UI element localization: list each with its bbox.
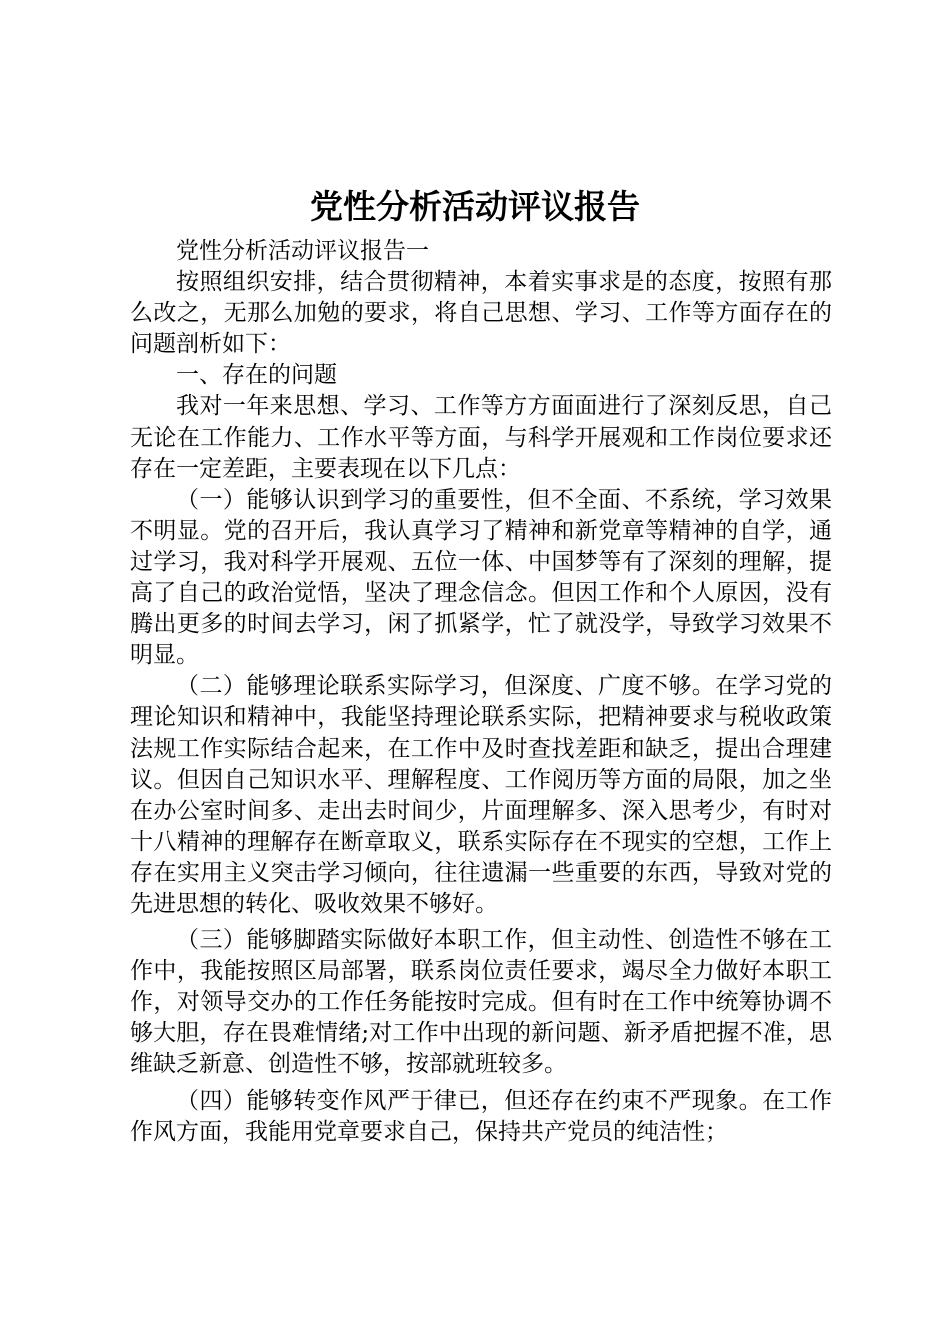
document-body: [130, 236, 832, 1148]
paragraph-point-2: （二）能够理论联系实际学习，但深度、广度不够。在学习党的理论知识和精神中，我能坚持理论联系实际，把精神要求与税收政策法规工作实际结合起来，在工作中及时查找差距和缺乏，提出合理建议。但因自己知识水平、理解程度、工作阅历等方面的局限，加之坐在办公室时间多、走出去时间少，片面理解多、深入思考少，有时对十八精神的理解存在断章取义，联系实际存在不现实的空想，工作上存在实用主义突击学习倾向，往往遗漏一些重要的东西，导致对党的先进思想的转化、吸收效果不够好。: [130, 673, 832, 917]
paragraph-subtitle: 党性分析活动评议报告一: [176, 238, 429, 264]
paragraph-intro: 按照组织安排，结合贯彻精神，本着实事求是的态度，按照有那么改之，无那么加勉的要求，将自己思想、学习、工作等方面存在的问题剖析如下：: [130, 269, 832, 358]
section-heading-problems: 一、存在的问题: [176, 362, 337, 389]
document-title: 党性分析活动评议报告: [310, 187, 640, 226]
paragraph-point-1: （一）能够认识到学习的重要性，但不全面、不系统，学习效果不明显。党的召开后，我认真学习了精神和新党章等精神的自学，通过学习，我对科学开展观、五位一体、中国梦等有了深刻的理解，提高了自己的政治觉悟，坚决了理念信念。但因工作和个人原因，没有腾出更多的时间去学习，闲了抓紧学，忙了就没学，导致学习效果不明显。: [130, 486, 832, 669]
paragraph-point-4: （四）能够转变作风严于律已，但还存在约束不严现象。在工作作风方面，我能用党章要求自己，保持共产党员的纯洁性；: [130, 1087, 832, 1145]
paragraph-point-3: （三）能够脚踏实际做好本职工作，但主动性、创造性不够在工作中，我能按照区局部署，联系岗位责任要求，竭尽全力做好本职工作，对领导交办的工作任务能按时完成。但有时在工作中统筹协调不够大胆，存在畏难情绪;对工作中出现的新问题、新矛盾把握不准，思维缺乏新意、创造性不够，按部就班较多。: [130, 927, 832, 1078]
paragraph-reflection: 我对一年来思想、学习、工作等方方面面进行了深刻反思，自己无论在工作能力、工作水平等方面，与科学开展观和工作岗位要求还存在一定差距，主要表现在以下几点：: [130, 393, 832, 482]
